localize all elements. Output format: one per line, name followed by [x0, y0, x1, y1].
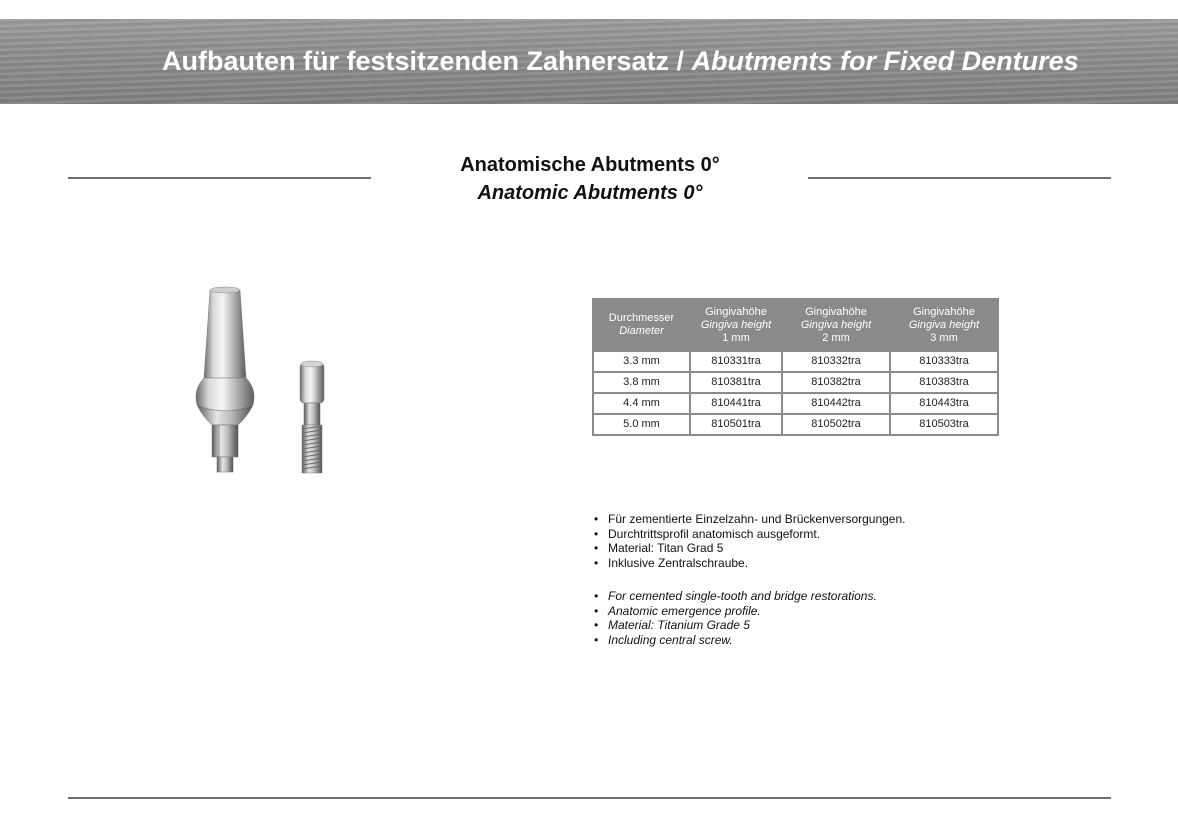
header-de: Gingivahöhe — [913, 305, 975, 318]
header-banner — [0, 19, 1178, 104]
cell-diameter: 5.0 mm — [594, 415, 689, 434]
cell-article-number: 810332tra — [783, 352, 889, 371]
header-en: Diameter — [619, 325, 664, 337]
table-header-row — [594, 300, 997, 350]
cell-article-number: 810443tra — [891, 394, 997, 413]
article-number-table — [592, 298, 999, 436]
section-title-en: Anatomic Abutments 0° — [477, 182, 703, 204]
page-title-de: Aufbauten für festsitzenden Zahnersatz / — [162, 46, 692, 76]
header-value: 2 mm — [822, 331, 850, 344]
header-en: Gingiva height — [908, 318, 980, 331]
list-item: • Material: Titan Grad 5 — [594, 541, 906, 556]
list-item: • Inklusive Zentralschraube. — [594, 556, 906, 571]
feature-list-de — [594, 512, 906, 570]
footer-rule — [68, 797, 1111, 799]
list-item: • Anatomic emergence profile. — [594, 604, 877, 619]
abutment-product-image — [190, 283, 340, 475]
section-title-de: Anatomische Abutments 0° — [460, 154, 720, 176]
cell-article-number: 810503tra — [891, 415, 997, 434]
header-diameter — [594, 300, 689, 350]
cell-article-number: 810333tra — [891, 352, 997, 371]
header-en: Gingiva height — [800, 318, 872, 331]
header-de: Gingivahöhe — [805, 305, 867, 318]
feature-list-en — [594, 589, 877, 647]
list-item: • Material: Titanium Grade 5 — [594, 618, 877, 633]
header-value: 3 mm — [930, 331, 958, 344]
list-item: • For cemented single-tooth and bridge restorations. — [594, 589, 877, 604]
cell-diameter: 3.8 mm — [594, 373, 689, 392]
cell-article-number: 810441tra — [691, 394, 781, 413]
cell-diameter: 4.4 mm — [594, 394, 689, 413]
cell-article-number: 810442tra — [783, 394, 889, 413]
list-item: • Für zementierte Einzelzahn- und Brückenversorgungen. — [594, 512, 906, 527]
cell-article-number: 810383tra — [891, 373, 997, 392]
header-gingiva-2mm — [783, 300, 889, 350]
table-row — [594, 352, 997, 371]
section-rule-left — [68, 177, 371, 179]
page-title-en: Abutments for Fixed Dentures — [691, 46, 1079, 76]
header-gingiva-3mm — [891, 300, 997, 350]
section-rule-right — [808, 177, 1111, 179]
list-item: • Including central screw. — [594, 633, 877, 648]
header-de: Gingivahöhe — [705, 305, 767, 318]
cell-article-number: 810502tra — [783, 415, 889, 434]
header-de: Durchmesser — [608, 312, 675, 324]
cell-article-number: 810331tra — [691, 352, 781, 371]
cell-article-number: 810382tra — [783, 373, 889, 392]
cell-article-number: 810501tra — [691, 415, 781, 434]
list-item: • Durchtrittsprofil anatomisch ausgeformt. — [594, 527, 906, 542]
abutment-body — [196, 287, 254, 472]
table-row — [594, 415, 997, 434]
cell-diameter: 3.3 mm — [594, 352, 689, 371]
header-en: Gingiva height — [700, 318, 772, 331]
table-row — [594, 394, 997, 413]
header-value: 1 mm — [722, 331, 750, 344]
table-row — [594, 373, 997, 392]
central-screw — [300, 361, 324, 473]
header-gingiva-1mm — [691, 300, 781, 350]
section-title — [380, 151, 800, 207]
page-title — [162, 46, 1079, 77]
cell-article-number: 810381tra — [691, 373, 781, 392]
